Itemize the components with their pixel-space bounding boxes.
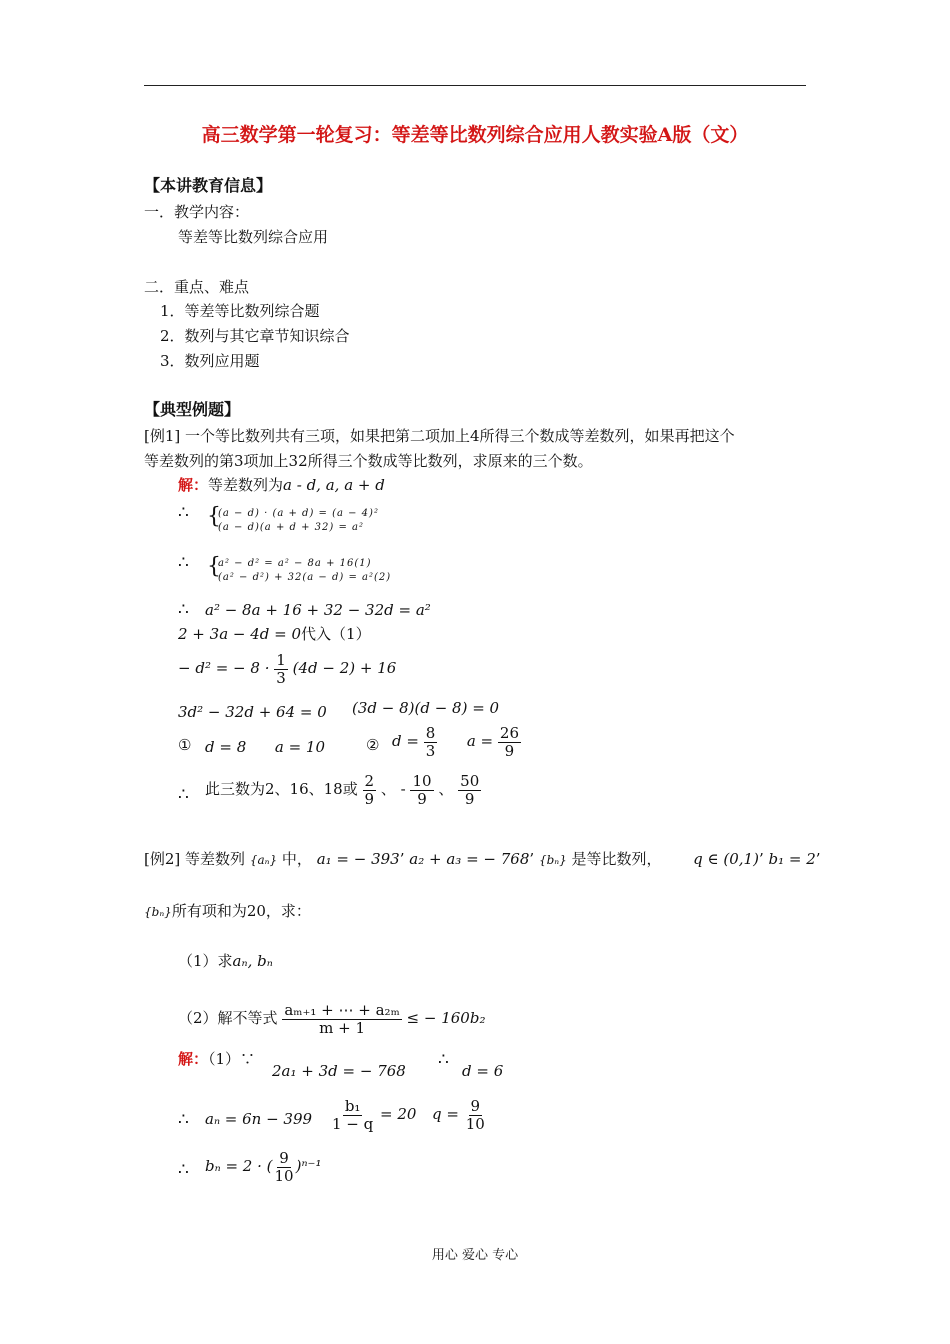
sum-fraction: $\frac{\text{b₁}}{1 - q}$ (332, 1097, 374, 1133)
case2-d: d = (392, 732, 419, 750)
case2-mark: ② (366, 736, 380, 754)
fraction-8-3: $\frac{8}{3}$ (425, 724, 436, 760)
page-title: 高三数学第一轮复习：等差等比数列综合应用人教实验A版（文） (201, 124, 749, 146)
system-brace: { (207, 554, 221, 579)
fraction-one-third: $\frac{1}{3}$ (276, 651, 286, 687)
answer-text: 此三数为2、16、18或 (205, 780, 358, 798)
fraction-9-10: $\frac{9}{10}$ (274, 1149, 294, 1185)
header-rule (144, 85, 806, 86)
solution-an: aₙ = 6n − 399 (205, 1110, 313, 1128)
teach-content-heading: 一．教学内容： (144, 203, 250, 221)
example1-answer: 此三数为2、16、18或 $\frac{2}{9}$ 、 - $\frac{10}{9}$ 、 $\frac{50}{9}$ (205, 772, 480, 808)
equation-4: 2 + 3a − 4d = 0 (178, 625, 302, 643)
solution-q: q = $\frac{9}{10}$ (432, 1097, 485, 1133)
example2-line1: [例2] 等差数列 {aₙ} 中， a₁ = − 393’ a₂ + a₃ = − 768’ {bₙ} 是等比数列， q ∈ (0,1)’ b₁ = 2’ (144, 850, 821, 868)
example2-line2: {bₙ}所有项和为20，求： (144, 902, 311, 920)
equation-5-right: (4d − 2) + 16 (292, 659, 397, 677)
a2-a3-value: a₂ + a₃ = − 768 (409, 850, 530, 868)
key-points-heading: 二．重点、难点 (144, 278, 250, 296)
example1-line1: [例1] 一个等比数列共有三项，如果把第二项加上4所得三个数成等差数列，如果再把这个 (144, 427, 735, 445)
key-point-item: 2．数列与其它章节知识综合 (160, 327, 350, 345)
system1-eq2: (a − d)(a + d + 32) = a² (218, 522, 364, 533)
equation-4-text: 代入（1） (301, 625, 371, 643)
question2: （2）解不等式 $\frac{\text{aₘ₊₁ + ⋯ + a₂ₘ}}{m + 1}$ ≤ − 160b₂ (178, 1001, 486, 1037)
fraction-2-9: $\frac{2}{9}$ (364, 772, 375, 808)
therefore-symbol: ∴ (178, 553, 189, 573)
inequality-fraction: $\frac{\text{aₘ₊₁ + ⋯ + a₂ₘ}}{m + 1}$ (284, 1001, 400, 1037)
case1-mark: ① (178, 736, 192, 754)
therefore-symbol: ∴ (438, 1050, 449, 1070)
teach-content-text: 等差等比数列综合应用 (178, 228, 329, 246)
equation-5 (178, 652, 396, 686)
solution-text: 等差数列为 (208, 476, 284, 494)
example2-solution-label: 解：（1）∵ (178, 1050, 256, 1068)
system2-eq1: a² − d² = a² − 8a + 16(1) (218, 558, 372, 569)
example2-lead: [例2] 等差数列 (144, 850, 246, 868)
solution-bn: bₙ = 2 · ( $\frac{9}{10}$ )ⁿ⁻¹ (205, 1149, 322, 1185)
therefore-symbol: ∴ (178, 1160, 189, 1180)
examples-heading: 【典型例题】 (144, 400, 241, 419)
case2-a: a = (466, 732, 494, 750)
solution-d: d = 6 (462, 1062, 504, 1080)
sequence-b: {bₙ} (144, 905, 172, 919)
key-point-item: 1．等差等比数列综合题 (160, 302, 320, 320)
equation-3: a² − 8a + 16 + 32 − 32d = a² (205, 601, 431, 619)
b1-value: b₁ = 2 (768, 850, 816, 868)
fraction-9-10: $\frac{9}{10}$ (465, 1097, 485, 1133)
equation-4-line (178, 625, 371, 643)
therefore-symbol: ∴ (178, 1110, 189, 1130)
sequence-b: {bₙ} (538, 853, 567, 867)
case1-values: d = 8 a = 10 (205, 738, 325, 756)
a1-value: a₁ = − 393 (316, 850, 400, 868)
equation-6a: 3d² − 32d + 64 = 0 (178, 703, 327, 721)
q-range: q ∈ (0,1) (693, 850, 759, 868)
solution-eq1: 2a₁ + 3d = − 768 (272, 1062, 406, 1080)
therefore-symbol: ∴ (178, 785, 189, 805)
equation-5-left: − d² = − 8 · (178, 659, 270, 677)
therefore-symbol: ∴ (178, 600, 189, 620)
example1-line2: 等差数列的第3项加上32所得三个数成等比数列，求原来的三个数。 (144, 452, 593, 470)
solution-sum: $\frac{\text{b₁}}{1 - q}$ = 20 (332, 1097, 417, 1133)
solution-label: 解： (178, 476, 209, 494)
system1-eq1: (a − d) · (a + d) = (a − 4)² (218, 508, 379, 519)
question1: （1）求aₙ, bₙ (178, 952, 273, 970)
section-info-heading: 【本讲教育信息】 (144, 176, 273, 195)
fraction-50-9: $\frac{50}{9}$ (460, 772, 480, 808)
solution-expr: a - d, a, a + d (283, 476, 385, 494)
case2-values (392, 725, 521, 759)
page-footer: 用心 爱心 专心 (431, 1248, 519, 1263)
equation-6b: (3d − 8)(d − 8) = 0 (352, 699, 500, 717)
fraction-10-9: $\frac{10}{9}$ (412, 772, 432, 808)
sequence-a: {aₙ} (249, 853, 278, 867)
inequality-right: ≤ − 160b₂ (406, 1009, 486, 1027)
system2-eq2: (a² − d²) + 32(a − d) = a²(2) (218, 572, 392, 583)
key-point-item: 3．数列应用题 (160, 352, 260, 370)
example1-solution-intro (178, 476, 385, 494)
fraction-26-9: $\frac{26}{9}$ (499, 724, 519, 760)
therefore-symbol: ∴ (178, 503, 189, 523)
system-brace: { (207, 504, 221, 529)
question1-expr: aₙ, bₙ (232, 952, 273, 970)
